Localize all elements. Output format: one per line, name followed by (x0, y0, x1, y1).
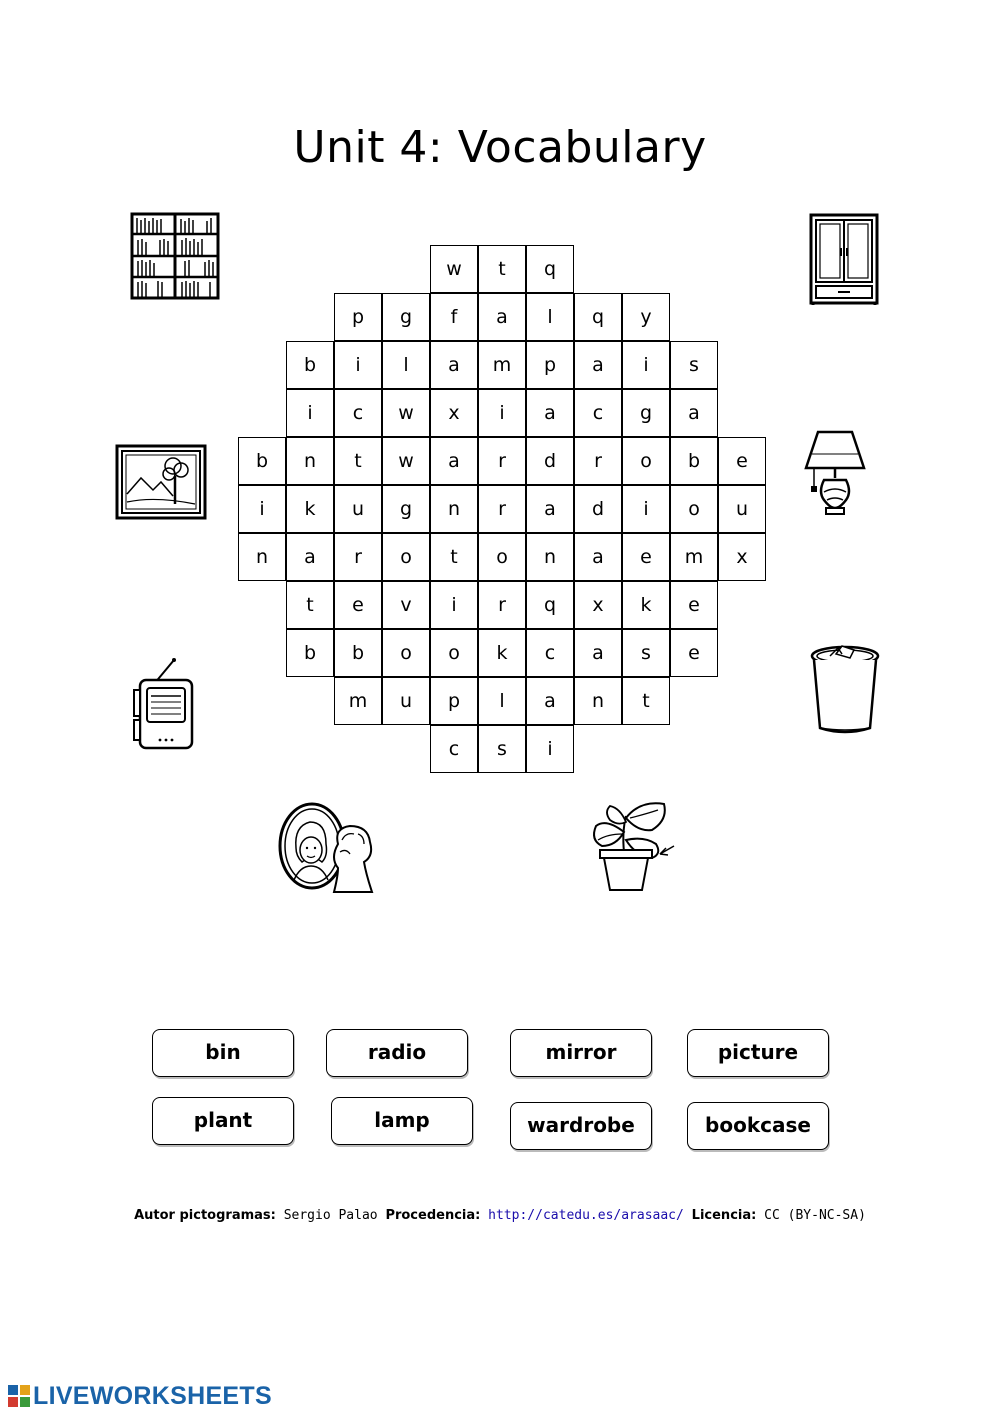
grid-cell[interactable]: n (238, 533, 286, 581)
grid-cell[interactable]: m (670, 533, 718, 581)
grid-cell[interactable]: r (574, 437, 622, 485)
grid-cell[interactable]: l (478, 677, 526, 725)
credits-license-label: Licencia: (691, 1208, 757, 1223)
lamp-icon (800, 428, 870, 520)
radio-icon (130, 656, 196, 752)
grid-cell[interactable]: a (574, 533, 622, 581)
grid-cell[interactable]: u (334, 485, 382, 533)
grid-cell[interactable]: i (622, 485, 670, 533)
grid-cell[interactable]: g (622, 389, 670, 437)
grid-cell[interactable]: e (670, 629, 718, 677)
grid-cell[interactable]: p (430, 677, 478, 725)
grid-cell[interactable]: c (430, 725, 478, 773)
credits-source-label: Procedencia: (385, 1208, 481, 1223)
grid-cell[interactable]: e (718, 437, 766, 485)
credits-author-label: Autor pictogramas: (134, 1208, 276, 1223)
credits-source-link[interactable]: http://catedu.es/arasaac/ (488, 1208, 684, 1223)
word-lamp: lamp (331, 1097, 473, 1145)
grid-cell[interactable]: r (478, 485, 526, 533)
grid-cell[interactable]: g (382, 485, 430, 533)
grid-cell[interactable]: a (670, 389, 718, 437)
grid-cell[interactable]: a (478, 293, 526, 341)
grid-cell[interactable]: w (430, 245, 478, 293)
picture-frame-icon (115, 444, 207, 520)
grid-cell[interactable]: f (430, 293, 478, 341)
grid-cell[interactable]: r (334, 533, 382, 581)
grid-cell[interactable]: p (526, 341, 574, 389)
grid-cell[interactable]: k (478, 629, 526, 677)
grid-cell[interactable]: d (526, 437, 574, 485)
grid-cell[interactable]: i (286, 389, 334, 437)
grid-cell[interactable]: i (526, 725, 574, 773)
grid-cell[interactable]: m (334, 677, 382, 725)
grid-cell[interactable]: y (622, 293, 670, 341)
grid-cell[interactable]: r (478, 581, 526, 629)
grid-cell[interactable]: s (670, 341, 718, 389)
mirror-icon (276, 800, 376, 896)
grid-cell[interactable]: o (382, 533, 430, 581)
grid-cell[interactable]: e (622, 533, 670, 581)
grid-cell[interactable]: l (382, 341, 430, 389)
word-bin: bin (152, 1029, 294, 1077)
credits-license: CC (BY-NC-SA) (764, 1208, 866, 1223)
grid-cell[interactable]: o (382, 629, 430, 677)
grid-cell[interactable]: n (430, 485, 478, 533)
grid-cell[interactable]: r (478, 437, 526, 485)
word-wardrobe: wardrobe (510, 1102, 652, 1150)
grid-cell[interactable]: e (334, 581, 382, 629)
grid-cell[interactable]: w (382, 389, 430, 437)
grid-cell[interactable]: t (622, 677, 670, 725)
liveworksheets-logo-icon (8, 1385, 30, 1407)
page-title: Unit 4: Vocabulary (293, 122, 707, 173)
grid-cell[interactable]: i (238, 485, 286, 533)
grid-cell[interactable]: a (430, 341, 478, 389)
liveworksheets-logo[interactable] (8, 1382, 272, 1410)
grid-cell[interactable]: c (334, 389, 382, 437)
grid-cell[interactable]: n (526, 533, 574, 581)
grid-cell[interactable]: a (526, 677, 574, 725)
grid-cell[interactable]: b (286, 629, 334, 677)
grid-cell[interactable]: b (334, 629, 382, 677)
grid-cell[interactable]: n (574, 677, 622, 725)
grid-cell[interactable]: x (718, 533, 766, 581)
word-mirror: mirror (510, 1029, 652, 1077)
plant-icon (586, 796, 678, 894)
grid-cell[interactable]: b (238, 437, 286, 485)
grid-cell[interactable]: k (286, 485, 334, 533)
grid-cell[interactable]: s (622, 629, 670, 677)
grid-cell[interactable]: a (526, 485, 574, 533)
wardrobe-icon (808, 212, 880, 306)
bin-icon (808, 642, 882, 736)
grid-cell[interactable]: l (526, 293, 574, 341)
bookcase-icon (130, 212, 220, 300)
grid-cell[interactable]: i (478, 389, 526, 437)
grid-cell[interactable]: o (430, 629, 478, 677)
grid-cell[interactable]: q (526, 245, 574, 293)
grid-cell[interactable]: i (430, 581, 478, 629)
grid-cell[interactable]: a (286, 533, 334, 581)
grid-cell[interactable]: a (574, 341, 622, 389)
grid-cell[interactable]: g (382, 293, 430, 341)
word-plant: plant (152, 1097, 294, 1145)
grid-cell[interactable]: a (430, 437, 478, 485)
grid-cell[interactable]: u (718, 485, 766, 533)
grid-cell[interactable]: o (622, 437, 670, 485)
grid-cell[interactable]: t (430, 533, 478, 581)
grid-cell[interactable]: x (430, 389, 478, 437)
grid-cell[interactable]: c (574, 389, 622, 437)
grid-cell[interactable]: a (574, 629, 622, 677)
grid-cell[interactable]: n (286, 437, 334, 485)
grid-cell[interactable]: s (478, 725, 526, 773)
grid-cell[interactable]: v (382, 581, 430, 629)
grid-cell[interactable]: c (526, 629, 574, 677)
grid-cell[interactable]: t (478, 245, 526, 293)
liveworksheets-logo-text: LIVEWORKSHEETS (33, 1381, 272, 1410)
grid-cell[interactable]: p (334, 293, 382, 341)
credits-line (0, 1208, 1000, 1223)
grid-cell[interactable]: d (574, 485, 622, 533)
grid-cell[interactable]: o (670, 485, 718, 533)
credits-author: Sergio Palao (283, 1208, 378, 1223)
grid-cell[interactable]: w (382, 437, 430, 485)
word-picture: picture (687, 1029, 829, 1077)
grid-cell[interactable]: a (526, 389, 574, 437)
word-radio: radio (326, 1029, 468, 1077)
grid-cell[interactable]: e (670, 581, 718, 629)
grid-cell[interactable]: t (286, 581, 334, 629)
grid-cell[interactable]: i (334, 341, 382, 389)
grid-cell[interactable]: k (622, 581, 670, 629)
grid-cell[interactable]: u (382, 677, 430, 725)
grid-cell[interactable]: q (574, 293, 622, 341)
grid-cell[interactable]: i (622, 341, 670, 389)
grid-cell[interactable]: b (670, 437, 718, 485)
grid-cell[interactable]: x (574, 581, 622, 629)
grid-cell[interactable]: t (334, 437, 382, 485)
grid-cell[interactable]: b (286, 341, 334, 389)
grid-cell[interactable]: m (478, 341, 526, 389)
grid-cell[interactable]: o (478, 533, 526, 581)
grid-cell[interactable]: q (526, 581, 574, 629)
word-bookcase: bookcase (687, 1102, 829, 1150)
